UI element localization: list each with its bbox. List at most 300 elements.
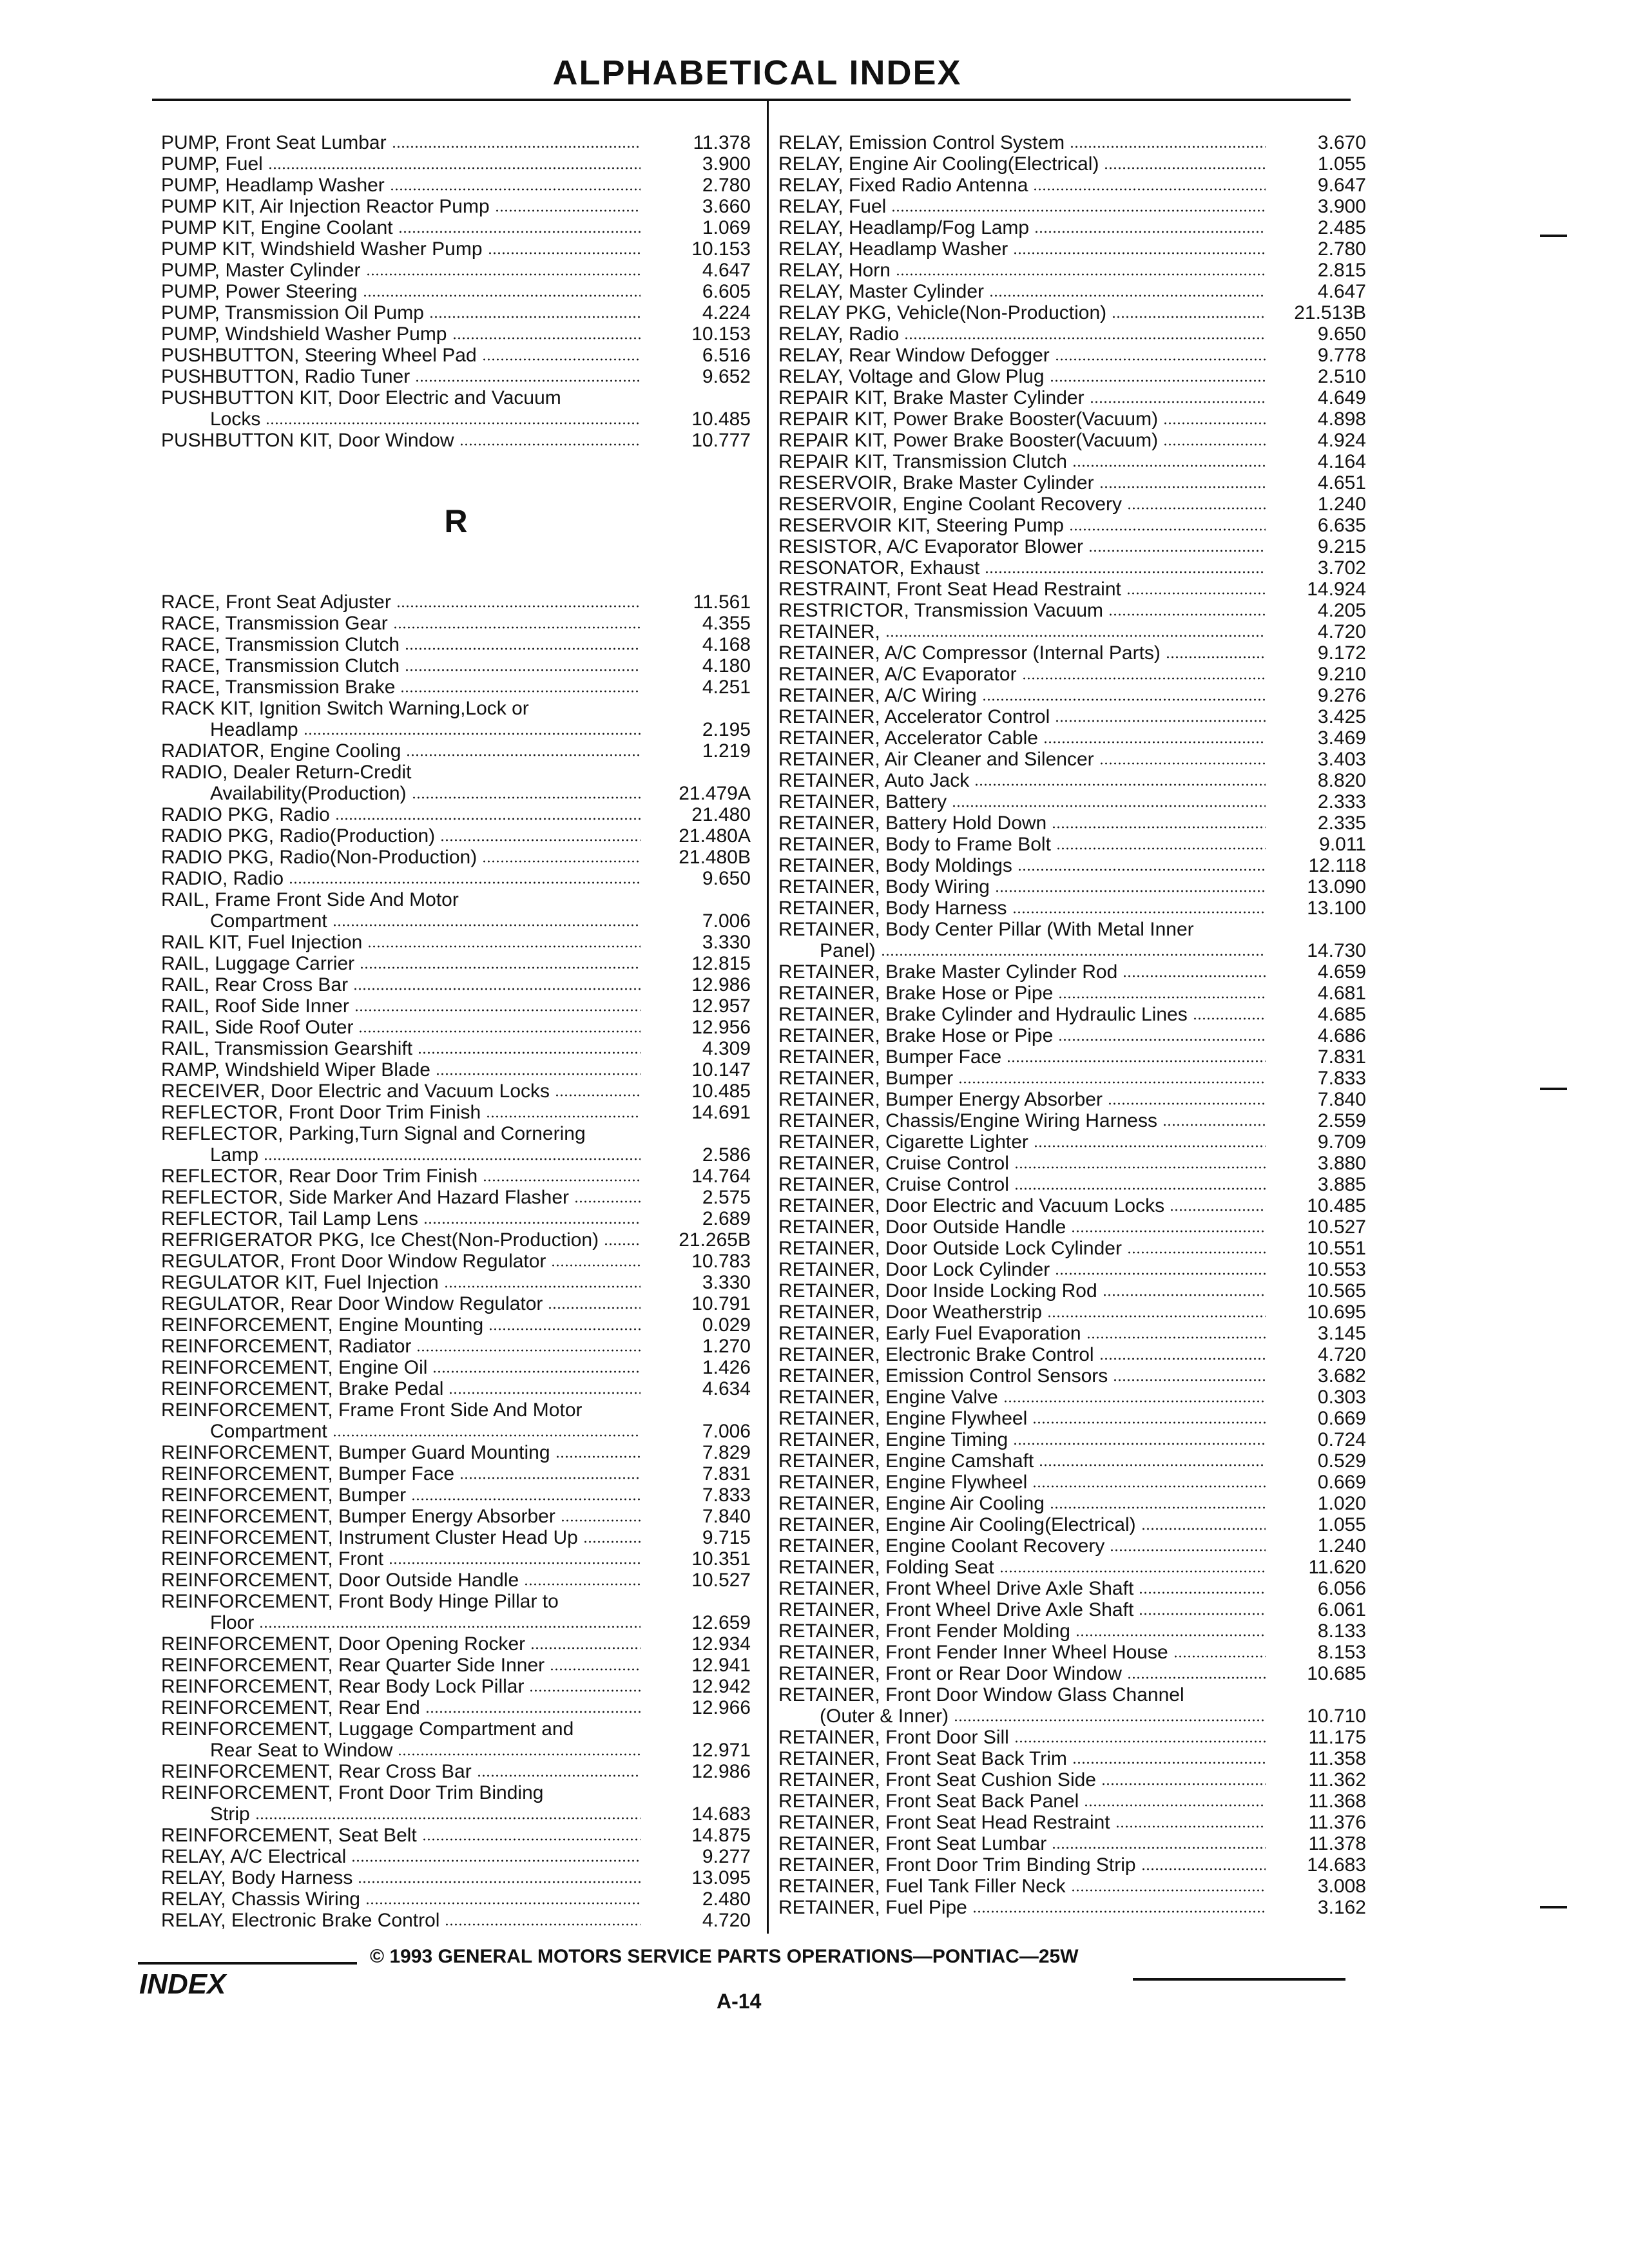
index-entry <box>161 698 751 719</box>
leader-dots <box>396 604 641 608</box>
entry-page-ref: 10.527 <box>691 1570 751 1591</box>
index-entry <box>778 1833 1366 1854</box>
entry-name: RETAINER, Front Door Trim Binding Strip <box>778 1854 1136 1876</box>
entry-name: REINFORCEMENT, Luggage Compartment and <box>161 1718 574 1740</box>
index-entry <box>778 366 1366 387</box>
leader-dots <box>1013 251 1266 255</box>
entry-name: RETAINER, Air Cleaner and Silencer <box>778 749 1094 770</box>
entry-name: PUMP, Transmission Oil Pump <box>161 302 424 323</box>
entry-name: RAIL, Roof Side Inner <box>161 995 349 1017</box>
entry-page-ref: 10.551 <box>1307 1238 1366 1259</box>
entry-name: RETAINER, Accelerator Cable <box>778 727 1038 749</box>
index-entry <box>778 642 1366 664</box>
leader-dots <box>548 1795 641 1799</box>
index-entry <box>161 1442 751 1463</box>
leader-dots <box>1072 1761 1266 1765</box>
leader-dots <box>1014 1187 1266 1191</box>
entry-name: RETAINER, Fuel Tank Filler Neck <box>778 1876 1066 1897</box>
entry-page-ref: 10.565 <box>1307 1280 1366 1302</box>
index-entry <box>778 387 1366 408</box>
entry-page-ref: 6.061 <box>1317 1599 1366 1620</box>
entry-page-ref: 21.265B <box>679 1229 751 1251</box>
index-entry <box>778 515 1366 536</box>
index-entry <box>778 812 1366 834</box>
index-entry <box>778 579 1366 600</box>
entry-name: RETAINER, Door Electric and Vacuum Locks <box>778 1195 1165 1216</box>
entry-name: REINFORCEMENT, Instrument Cluster Head Up <box>161 1527 578 1548</box>
leader-dots <box>1166 655 1266 659</box>
leader-dots <box>488 251 641 255</box>
entry-page-ref: 4.224 <box>702 302 751 323</box>
entry-page-ref: 4.647 <box>702 260 751 281</box>
margin-mark <box>1540 1906 1567 1908</box>
entry-page-ref: 3.162 <box>1317 1897 1366 1918</box>
leader-dots <box>1033 187 1266 191</box>
index-entry <box>778 345 1366 366</box>
entry-name: RACE, Front Seat Adjuster <box>161 591 391 613</box>
index-entry <box>161 1740 751 1761</box>
index-entry <box>778 557 1366 579</box>
entry-name: RETAINER, Brake Master Cylinder Rod <box>778 961 1118 983</box>
entry-page-ref: 0.669 <box>1317 1472 1366 1493</box>
entry-name: Lamp <box>210 1144 259 1166</box>
leader-dots <box>1055 1272 1266 1276</box>
leader-dots <box>483 1178 641 1182</box>
index-entry <box>161 591 751 613</box>
leader-dots <box>289 881 641 885</box>
entry-name: RELAY, Body Harness <box>161 1867 353 1888</box>
leader-dots <box>415 379 641 383</box>
entry-name: Compartment <box>210 910 327 932</box>
leader-dots <box>550 1667 641 1671</box>
entry-name: Floor <box>210 1612 255 1633</box>
index-entry <box>778 1769 1366 1791</box>
entry-name: RELAY, Engine Air Cooling(Electrical) <box>778 153 1099 175</box>
entry-page-ref: 7.831 <box>1317 1046 1366 1068</box>
leader-dots <box>1086 1336 1266 1340</box>
entry-name: RETAINER, Door Inside Locking Rod <box>778 1280 1097 1302</box>
index-entry <box>161 1229 751 1251</box>
entry-page-ref: 3.900 <box>702 153 751 175</box>
index-entry <box>778 260 1366 281</box>
index-entry <box>161 1336 751 1357</box>
entry-name: REPAIR KIT, Transmission Clutch <box>778 451 1067 472</box>
index-entry <box>161 868 751 889</box>
entry-name: RAIL KIT, Fuel Injection <box>161 932 363 953</box>
index-entry <box>778 1727 1366 1748</box>
entry-page-ref: 10.553 <box>1307 1259 1366 1280</box>
leader-dots <box>1127 1676 1266 1680</box>
index-entry <box>161 1633 751 1655</box>
index-entry <box>161 323 751 345</box>
leader-dots <box>400 689 641 693</box>
leader-dots <box>432 1370 641 1374</box>
index-entry <box>161 1888 751 1910</box>
entry-page-ref: 4.251 <box>702 677 751 698</box>
entry-name: RAIL, Side Roof Outer <box>161 1017 354 1038</box>
entry-page-ref: 11.175 <box>1308 1727 1366 1748</box>
entry-page-ref: 7.006 <box>702 1421 751 1442</box>
leader-dots <box>1139 1612 1266 1616</box>
leader-dots <box>333 1434 641 1437</box>
entry-page-ref: 12.942 <box>691 1676 751 1697</box>
entry-name: RELAY, Fixed Radio Antenna <box>778 175 1028 196</box>
entry-page-ref: 4.164 <box>1317 451 1366 472</box>
entry-name: RETAINER, Front Door Sill <box>778 1727 1009 1748</box>
entry-name: RELAY, Headlamp Washer <box>778 238 1008 260</box>
index-entry <box>161 1293 751 1314</box>
entry-name: RELAY, Master Cylinder <box>778 281 985 302</box>
entry-name: REFLECTOR, Parking,Turn Signal and Cornering <box>161 1123 586 1144</box>
margin-mark <box>1540 1088 1567 1090</box>
entry-page-ref: 10.153 <box>691 238 751 260</box>
entry-name: RETAINER, Bumper <box>778 1068 954 1089</box>
leader-dots <box>958 1081 1266 1084</box>
entry-name: REPAIR KIT, Power Brake Booster(Vacuum) <box>778 430 1159 451</box>
index-entry <box>778 132 1366 153</box>
leader-dots <box>351 1859 641 1863</box>
index-entry <box>778 749 1366 770</box>
entry-name: RETAINER, Cigarette Lighter <box>778 1131 1028 1153</box>
entry-page-ref: 3.885 <box>1317 1174 1366 1195</box>
entry-page-ref: 11.376 <box>1308 1812 1366 1833</box>
entry-page-ref: 6.635 <box>1317 515 1366 536</box>
entry-page-ref: 12.966 <box>691 1697 751 1718</box>
index-entry <box>778 1344 1366 1365</box>
leader-dots <box>1047 1314 1266 1318</box>
index-entry <box>161 1378 751 1399</box>
index-entry <box>778 1472 1366 1493</box>
entry-name: REINFORCEMENT, Front Body Hinge Pillar to <box>161 1591 559 1612</box>
entry-page-ref: 10.791 <box>691 1293 751 1314</box>
entry-page-ref: 11.358 <box>1308 1748 1366 1769</box>
entry-page-ref: 10.685 <box>1307 1663 1366 1684</box>
entry-name: REINFORCEMENT, Rear Cross Bar <box>161 1761 472 1782</box>
entry-name: PUSHBUTTON, Steering Wheel Pad <box>161 345 477 366</box>
index-entry <box>161 762 751 783</box>
entry-name: RETAINER, Cruise Control <box>778 1153 1009 1174</box>
entry-name: RELAY, Horn <box>778 260 891 281</box>
leader-dots <box>1163 443 1266 447</box>
leader-dots <box>555 1093 641 1097</box>
entry-name: RETAINER, Engine Flywheel <box>778 1472 1028 1493</box>
entry-page-ref: 4.309 <box>702 1038 751 1059</box>
entry-name: RETAINER, Front Wheel Drive Axle Shaft <box>778 1599 1134 1620</box>
entry-name: RETAINER, Front Wheel Drive Axle Shaft <box>778 1578 1134 1599</box>
entry-name: RETAINER, Front Seat Head Restraint <box>778 1812 1110 1833</box>
index-entry <box>778 1514 1366 1535</box>
leader-dots <box>995 889 1266 893</box>
leader-dots <box>464 902 641 906</box>
leader-dots <box>452 336 641 340</box>
index-entry <box>778 1131 1366 1153</box>
entry-name: REINFORCEMENT, Engine Oil <box>161 1357 428 1378</box>
leader-dots <box>1055 358 1266 361</box>
index-entry <box>161 1399 751 1421</box>
entry-name: RADIO PKG, Radio(Production) <box>161 825 436 847</box>
index-entry <box>161 740 751 762</box>
entry-name: PUMP KIT, Windshield Washer Pump <box>161 238 483 260</box>
leader-dots <box>529 1689 641 1693</box>
entry-name: Compartment <box>210 1421 327 1442</box>
leader-dots <box>1050 379 1266 383</box>
leader-dots <box>1058 1038 1266 1042</box>
entry-name: RETAINER, Front Seat Back Panel <box>778 1791 1079 1812</box>
entry-name: PUSHBUTTON KIT, Door Electric and Vacuum <box>161 387 561 408</box>
entry-page-ref: 4.205 <box>1317 600 1366 621</box>
index-entry <box>161 1038 751 1059</box>
leader-dots <box>366 273 641 276</box>
entry-name: RESTRICTOR, Transmission Vacuum <box>778 600 1104 621</box>
entry-page-ref: 14.764 <box>691 1166 751 1187</box>
entry-page-ref: 10.783 <box>691 1251 751 1272</box>
entry-page-ref: 9.715 <box>702 1527 751 1548</box>
index-entry <box>778 494 1366 515</box>
leader-dots <box>985 570 1266 574</box>
entry-page-ref: 4.924 <box>1317 430 1366 451</box>
leader-dots <box>1108 613 1266 617</box>
index-entry <box>161 1357 751 1378</box>
index-entry <box>778 1642 1366 1663</box>
column-divider <box>767 99 769 1934</box>
leader-dots <box>1139 1591 1266 1595</box>
entry-page-ref: 7.840 <box>1317 1089 1366 1110</box>
leader-dots <box>1034 1144 1266 1148</box>
leader-dots <box>448 1391 641 1395</box>
entry-name: RADIATOR, Engine Cooling <box>161 740 401 762</box>
leader-dots <box>1099 485 1266 489</box>
entry-name: RESERVOIR, Brake Master Cylinder <box>778 472 1094 494</box>
index-entry <box>161 1655 751 1676</box>
entry-page-ref: 7.006 <box>702 910 751 932</box>
entry-page-ref: 3.403 <box>1317 749 1366 770</box>
leader-dots <box>1056 847 1266 850</box>
leader-dots <box>422 1838 641 1841</box>
entry-page-ref: 1.069 <box>702 217 751 238</box>
entry-page-ref: 9.652 <box>702 366 751 387</box>
index-entry <box>778 1748 1366 1769</box>
leader-dots <box>551 1264 641 1267</box>
entry-page-ref: 4.355 <box>702 613 751 634</box>
leader-dots <box>1058 995 1266 999</box>
leader-dots <box>1052 1846 1266 1850</box>
index-entry <box>161 1612 751 1633</box>
leader-dots <box>1108 1102 1266 1106</box>
leader-dots <box>982 698 1266 702</box>
entry-page-ref: 12.118 <box>1308 855 1366 876</box>
index-entry <box>778 1450 1366 1472</box>
entry-page-ref: 11.561 <box>693 591 751 613</box>
entry-page-ref: 3.330 <box>702 932 751 953</box>
leader-dots <box>360 966 641 970</box>
entry-name: RETAINER, Bumper Energy Absorber <box>778 1089 1103 1110</box>
leader-dots <box>566 400 641 404</box>
entry-name: REINFORCEMENT, Bumper <box>161 1485 407 1506</box>
entry-page-ref: 4.685 <box>1317 1004 1366 1025</box>
index-entry <box>778 451 1366 472</box>
entry-name: RETAINER, Door Weatherstrip <box>778 1302 1042 1323</box>
leader-dots <box>1072 464 1266 468</box>
entry-name: RAIL, Rear Cross Bar <box>161 974 349 995</box>
entry-name: REINFORCEMENT, Bumper Face <box>161 1463 455 1485</box>
entry-name: RETAINER, Front or Rear Door Window <box>778 1663 1122 1684</box>
index-entry <box>161 719 751 740</box>
entry-name: RETAINER, Body Center Pillar (With Metal Inner <box>778 919 1194 940</box>
entry-name: RADIO PKG, Radio <box>161 804 330 825</box>
index-entry <box>778 153 1366 175</box>
index-entry <box>161 1825 751 1846</box>
index-entry <box>161 1527 751 1548</box>
footer-section-label: INDEX <box>139 1968 226 2000</box>
entry-name: PUMP, Windshield Washer Pump <box>161 323 447 345</box>
index-entry <box>778 323 1366 345</box>
index-entry <box>161 302 751 323</box>
entry-page-ref: 1.240 <box>1317 1535 1366 1557</box>
leader-dots <box>574 1200 641 1204</box>
entry-page-ref: 10.147 <box>691 1059 751 1081</box>
entry-page-ref: 6.056 <box>1317 1578 1366 1599</box>
entry-page-ref: 7.840 <box>702 1506 751 1527</box>
entry-page-ref: 9.650 <box>702 868 751 889</box>
entry-name: RETAINER, A/C Evaporator <box>778 664 1017 685</box>
entry-name: RECEIVER, Door Electric and Vacuum Locks <box>161 1081 550 1102</box>
entry-name: RAIL, Frame Front Side And Motor <box>161 889 459 910</box>
entry-name: RESERVOIR, Engine Coolant Recovery <box>778 494 1123 515</box>
entry-page-ref: 7.829 <box>702 1442 751 1463</box>
index-entry <box>161 1803 751 1825</box>
entry-page-ref: 14.924 <box>1307 579 1366 600</box>
entry-page-ref: 4.649 <box>1317 387 1366 408</box>
index-entry <box>161 825 751 847</box>
entry-page-ref: 1.426 <box>702 1357 751 1378</box>
index-entry <box>778 685 1366 706</box>
index-entry <box>161 387 751 408</box>
entry-name: Panel) <box>820 940 876 961</box>
entry-page-ref: 4.720 <box>1317 621 1366 642</box>
entry-name: REINFORCEMENT, Rear Quarter Side Inner <box>161 1655 545 1676</box>
leader-dots <box>390 187 641 191</box>
entry-name: RETAINER, Engine Flywheel <box>778 1408 1028 1429</box>
leader-dots <box>588 1412 641 1416</box>
index-entry <box>778 1791 1366 1812</box>
entry-name: REINFORCEMENT, Seat Belt <box>161 1825 417 1846</box>
leader-dots <box>1032 1421 1266 1425</box>
leader-dots <box>1163 421 1266 425</box>
index-entry <box>778 1046 1366 1068</box>
entry-name: RACE, Transmission Gear <box>161 613 388 634</box>
index-entry <box>161 634 751 655</box>
leader-dots <box>1055 719 1266 723</box>
entry-name: PUMP, Headlamp Washer <box>161 175 385 196</box>
index-entry <box>161 345 751 366</box>
entry-name: RETAINER, Accelerator Control <box>778 706 1050 727</box>
index-entry <box>778 1216 1366 1238</box>
entry-name: REPAIR KIT, Power Brake Booster(Vacuum) <box>778 408 1159 430</box>
leader-dots <box>440 838 641 842</box>
index-entry <box>778 770 1366 791</box>
margin-mark <box>1540 235 1567 237</box>
entry-name: RETAINER, Fuel Pipe <box>778 1897 967 1918</box>
index-entry <box>778 1599 1366 1620</box>
index-entry <box>161 1506 751 1527</box>
page-number: A-14 <box>717 1990 762 2013</box>
leader-dots <box>389 1561 641 1565</box>
entry-name: RETAINER, Brake Hose or Pipe <box>778 983 1054 1004</box>
entry-name: RETAINER, Front Seat Cushion Side <box>778 1769 1096 1791</box>
entry-name: RETAINER, Front Seat Back Trim <box>778 1748 1067 1769</box>
entry-name: RELAY, Rear Window Defogger <box>778 345 1050 366</box>
leader-dots <box>1022 677 1266 680</box>
leader-dots <box>974 783 1266 787</box>
entry-page-ref: 2.689 <box>702 1208 751 1229</box>
leader-dots <box>358 1030 641 1033</box>
entry-page-ref: 13.095 <box>691 1867 751 1888</box>
leader-dots <box>583 1540 641 1544</box>
entry-page-ref: 2.195 <box>702 719 751 740</box>
index-entry <box>778 1280 1366 1302</box>
entry-name: RETAINER, Folding Seat <box>778 1557 994 1578</box>
entry-page-ref: 8.133 <box>1317 1620 1366 1642</box>
entry-page-ref: 14.875 <box>691 1825 751 1846</box>
index-entry <box>161 953 751 974</box>
leader-dots <box>482 358 641 361</box>
entry-page-ref: 9.276 <box>1317 685 1366 706</box>
entry-page-ref: 3.469 <box>1317 727 1366 749</box>
entry-name: REINFORCEMENT, Bumper Guard Mounting <box>161 1442 550 1463</box>
entry-page-ref: 14.691 <box>691 1102 751 1123</box>
entry-name: RELAY, Fuel <box>778 196 887 217</box>
leader-dots <box>398 230 641 234</box>
entry-page-ref: 0.303 <box>1317 1387 1366 1408</box>
leader-dots <box>548 1306 641 1310</box>
index-column-left <box>161 132 751 1931</box>
index-entry <box>161 1761 751 1782</box>
entry-page-ref: 21.480 <box>691 804 751 825</box>
index-entry <box>778 1812 1366 1833</box>
entry-name: PUMP, Power Steering <box>161 281 358 302</box>
index-entry <box>778 1387 1366 1408</box>
entry-page-ref: 4.686 <box>1317 1025 1366 1046</box>
entry-page-ref: 8.153 <box>1317 1642 1366 1663</box>
entry-page-ref: 9.215 <box>1317 536 1366 557</box>
entry-page-ref: 10.485 <box>691 408 751 430</box>
index-entry <box>778 834 1366 855</box>
entry-page-ref: 2.335 <box>1317 812 1366 834</box>
index-entry <box>778 1174 1366 1195</box>
leader-dots <box>1071 1229 1266 1233</box>
leader-dots <box>1075 1633 1266 1637</box>
entry-page-ref: 9.011 <box>1319 834 1366 855</box>
index-entry <box>161 1867 751 1888</box>
entry-name: RADIO PKG, Radio(Non-Production) <box>161 847 477 868</box>
entry-page-ref: 7.833 <box>702 1485 751 1506</box>
index-column-right <box>778 132 1366 1918</box>
entry-page-ref: 1.270 <box>702 1336 751 1357</box>
entry-page-ref: 3.900 <box>1317 196 1366 217</box>
leader-dots <box>1123 974 1266 978</box>
entry-page-ref: 2.510 <box>1317 366 1366 387</box>
entry-name: RELAY, Chassis Wiring <box>161 1888 360 1910</box>
index-entry <box>778 898 1366 919</box>
entry-page-ref: 11.378 <box>693 132 751 153</box>
entry-page-ref: 7.833 <box>1317 1068 1366 1089</box>
index-entry <box>161 613 751 634</box>
leader-dots <box>591 1136 641 1140</box>
index-entry <box>778 472 1366 494</box>
entry-name: RETAINER, Door Outside Handle <box>778 1216 1066 1238</box>
index-entry <box>161 910 751 932</box>
leader-dots <box>436 1072 641 1076</box>
